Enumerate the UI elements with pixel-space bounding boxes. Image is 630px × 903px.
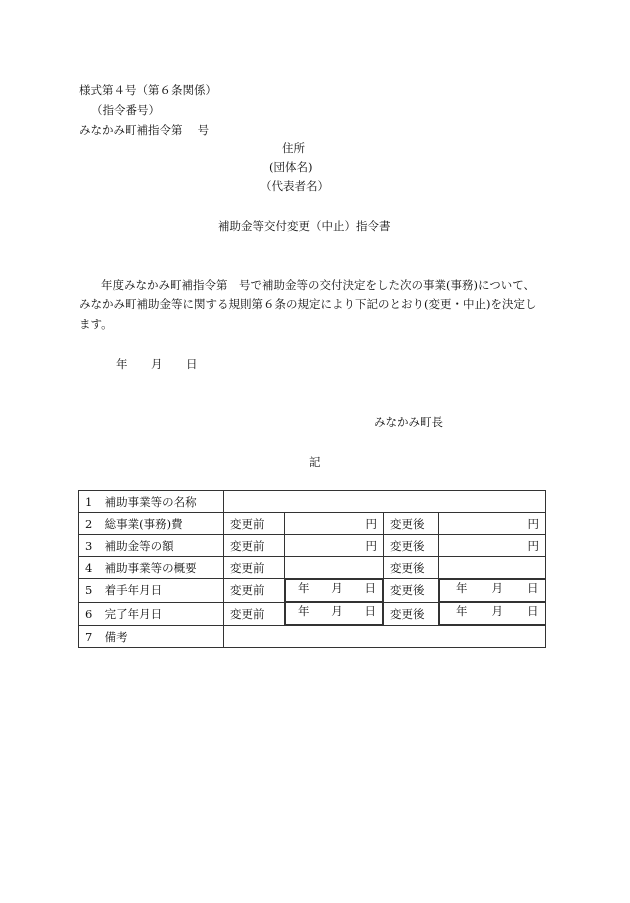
row-label — [79, 602, 224, 626]
detail-table — [78, 490, 546, 648]
table-row-overview — [79, 557, 546, 579]
row-label — [79, 579, 224, 603]
body-line-3: ます。 — [79, 317, 113, 331]
before-value — [285, 557, 384, 579]
table-row-total-cost — [79, 513, 546, 535]
value-cell — [224, 626, 546, 648]
before-label: 変更前 — [224, 513, 285, 535]
before-date: 年 月 日 — [285, 579, 383, 602]
ki-heading: 記 — [309, 455, 321, 469]
table-row-start-date — [79, 579, 546, 603]
before-label: 変更前 — [224, 579, 285, 603]
row-label-text: 補助金等の額 — [104, 538, 174, 553]
before-date: 年 月 日 — [285, 602, 383, 625]
table-row-end-date — [79, 602, 546, 626]
before-value: 円 — [285, 535, 384, 557]
before-label: 変更前 — [224, 535, 285, 557]
table-row-name — [79, 491, 546, 513]
row-number: 6 — [85, 606, 93, 621]
after-value — [439, 557, 546, 579]
row-label-text: 補助事業等の名称 — [104, 494, 197, 509]
row-label-text: 総事業(事務)費 — [104, 516, 183, 531]
after-label: 変更後 — [384, 535, 439, 557]
after-label: 変更後 — [384, 513, 439, 535]
after-label: 変更後 — [384, 579, 439, 603]
recipient-address: 住所 — [282, 141, 305, 155]
order-prefix: みなかみ町補指令第 号 — [79, 123, 210, 137]
row-label-text: 補助事業等の概要 — [104, 560, 197, 575]
after-date: 年 月 日 — [439, 602, 546, 625]
document-title: 補助金等交付変更（中止）指令書 — [218, 219, 391, 233]
recipient-representative: （代表者名） — [260, 179, 329, 193]
after-date: 年 月 日 — [439, 579, 546, 602]
row-number: 7 — [85, 629, 93, 644]
row-number: 2 — [85, 516, 93, 531]
after-value: 円 — [439, 535, 546, 557]
form-number: 様式第４号（第６条関係） — [79, 83, 217, 97]
date-month: 月 — [151, 357, 163, 371]
row-label — [79, 513, 224, 535]
row-label-text: 完了年月日 — [104, 606, 163, 621]
value-cell — [224, 491, 546, 513]
row-label — [79, 557, 224, 579]
row-label — [79, 491, 224, 513]
after-label: 変更後 — [384, 602, 439, 626]
row-number: 3 — [85, 538, 93, 553]
after-label: 変更後 — [384, 557, 439, 579]
row-label-text: 備考 — [104, 629, 128, 644]
date-day: 日 — [186, 357, 198, 371]
before-label: 変更前 — [224, 602, 285, 626]
order-number-label: （指令番号） — [91, 103, 160, 117]
before-value: 円 — [285, 513, 384, 535]
before-label: 変更前 — [224, 557, 285, 579]
after-value: 円 — [439, 513, 546, 535]
body-line-2: みなかみ町補助金等に関する規則第６条の規定により下記のとおり(変更・中止)を決定し — [79, 297, 537, 311]
row-label-text: 着手年月日 — [104, 583, 163, 598]
row-number: 5 — [85, 583, 93, 598]
row-label — [79, 626, 224, 648]
row-label — [79, 535, 224, 557]
table-row-subsidy-amount — [79, 535, 546, 557]
issuer-name: みなかみ町長 — [374, 415, 443, 429]
body-line-1: 年度みなかみ町補指令第 号で補助金等の交付決定をした次の事業(事務)について、 — [101, 278, 536, 292]
row-number: 1 — [85, 494, 93, 509]
date-year: 年 — [116, 357, 128, 371]
recipient-organization: (団体名) — [269, 160, 313, 174]
table-row-remarks — [79, 626, 546, 648]
row-number: 4 — [85, 560, 93, 575]
